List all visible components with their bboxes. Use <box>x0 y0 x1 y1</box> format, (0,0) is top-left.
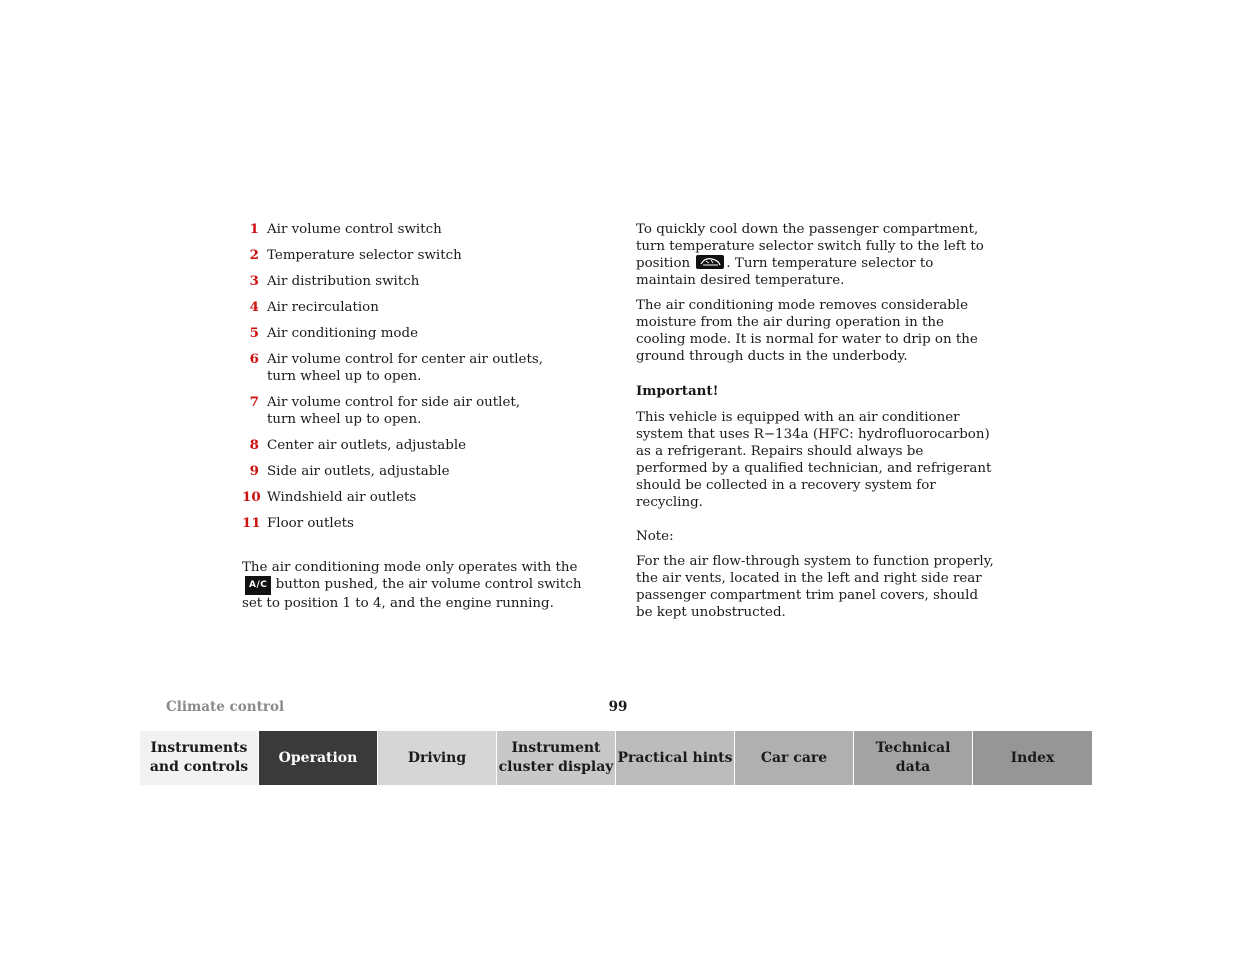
ac-mode-text-start: The air conditioning mode only operates with the <box>242 560 578 575</box>
nav-tab-instrument-cluster-display[interactable]: Instrument cluster display <box>497 731 615 785</box>
legend-item <box>242 437 602 454</box>
important-heading: Important! <box>636 383 719 399</box>
nav-tab-practical-hints[interactable]: Practical hints <box>616 731 734 785</box>
legend-item <box>242 221 602 238</box>
legend-number: 8 <box>249 437 259 453</box>
legend-item <box>242 463 602 480</box>
refrigerant-paragraph: This vehicle is equipped with an air conditioner system that uses R−134a (HFC: hydrofluorocarbon) as a refrigerant. Repairs should always be performed by a qualified technician, and refrigerant should be collected in a recovery system for recycling. <box>636 410 992 510</box>
moisture-paragraph: The air conditioning mode removes considerable moisture from the air during operation in the cooling mode. It is normal for water to drip on the ground through ducts in the underbody. <box>636 298 978 364</box>
legend-item <box>242 273 602 290</box>
quick-cool-paragraph <box>636 221 996 289</box>
legend-number: 6 <box>249 351 259 367</box>
legend-number: 5 <box>249 325 259 341</box>
quick-cool-text-start: To quickly cool down the passenger compartment, turn temperature selector switch fully to the left to position <box>636 222 984 271</box>
left-column <box>242 221 602 620</box>
legend-text: Side air outlets, adjustable <box>267 464 450 479</box>
legend-item <box>242 299 602 316</box>
legend-number: 2 <box>249 247 259 263</box>
legend-number: 1 <box>249 221 259 237</box>
note-heading: Note: <box>636 529 674 544</box>
legend-number: 11 <box>242 515 261 531</box>
legend-text: Air volume control for center air outlets, turn wheel up to open. <box>267 352 543 384</box>
nav-tab-technical-data[interactable]: Technical data <box>854 731 972 785</box>
legend-item <box>242 489 602 506</box>
chapter-nav <box>140 731 1092 785</box>
legend-text: Air recirculation <box>267 300 379 315</box>
nav-tab-car-care[interactable]: Car care <box>735 731 853 785</box>
legend-number: 7 <box>249 394 259 410</box>
legend-text: Air conditioning mode <box>267 326 418 341</box>
legend-number: 4 <box>249 299 259 315</box>
component-legend <box>242 221 602 532</box>
page-number: 99 <box>608 699 628 715</box>
nav-tab-index[interactable]: Index <box>973 731 1092 785</box>
legend-text: Air volume control switch <box>267 222 442 237</box>
legend-text: Air volume control for side air outlet, turn wheel up to open. <box>267 395 521 427</box>
legend-number: 9 <box>249 463 259 479</box>
quick-cool-text-end: . Turn temperature selector to maintain desired temperature. <box>636 256 934 288</box>
ac-mode-text-end: button pushed, the air volume control switch set to position 1 to 4, and the engine running. <box>242 577 582 611</box>
legend-item <box>242 247 602 264</box>
legend-text: Windshield air outlets <box>267 490 417 505</box>
legend-item <box>242 394 602 428</box>
max-cooling-icon <box>696 255 724 269</box>
legend-item <box>242 351 602 385</box>
ac-mode-paragraph <box>242 559 602 612</box>
legend-item <box>242 515 602 532</box>
airflow-note-paragraph: For the air flow-through system to function properly, the air vents, located in the left and right side rear passenger compartment trim panel covers, should be kept unobstructed. <box>636 554 994 620</box>
section-title: Climate control <box>166 699 285 715</box>
legend-item <box>242 325 602 342</box>
nav-tab-driving[interactable]: Driving <box>378 731 496 785</box>
legend-text: Air distribution switch <box>267 274 420 289</box>
legend-text: Temperature selector switch <box>267 248 462 263</box>
legend-number: 10 <box>242 489 261 505</box>
legend-text: Floor outlets <box>267 516 354 531</box>
nav-tab-operation[interactable]: Operation <box>259 731 377 785</box>
legend-number: 3 <box>249 273 259 289</box>
ac-button-icon: A/C <box>245 576 271 595</box>
nav-tab-instruments-and-controls[interactable]: Instruments and controls <box>140 731 258 785</box>
legend-text: Center air outlets, adjustable <box>267 438 467 453</box>
right-column <box>636 221 996 629</box>
